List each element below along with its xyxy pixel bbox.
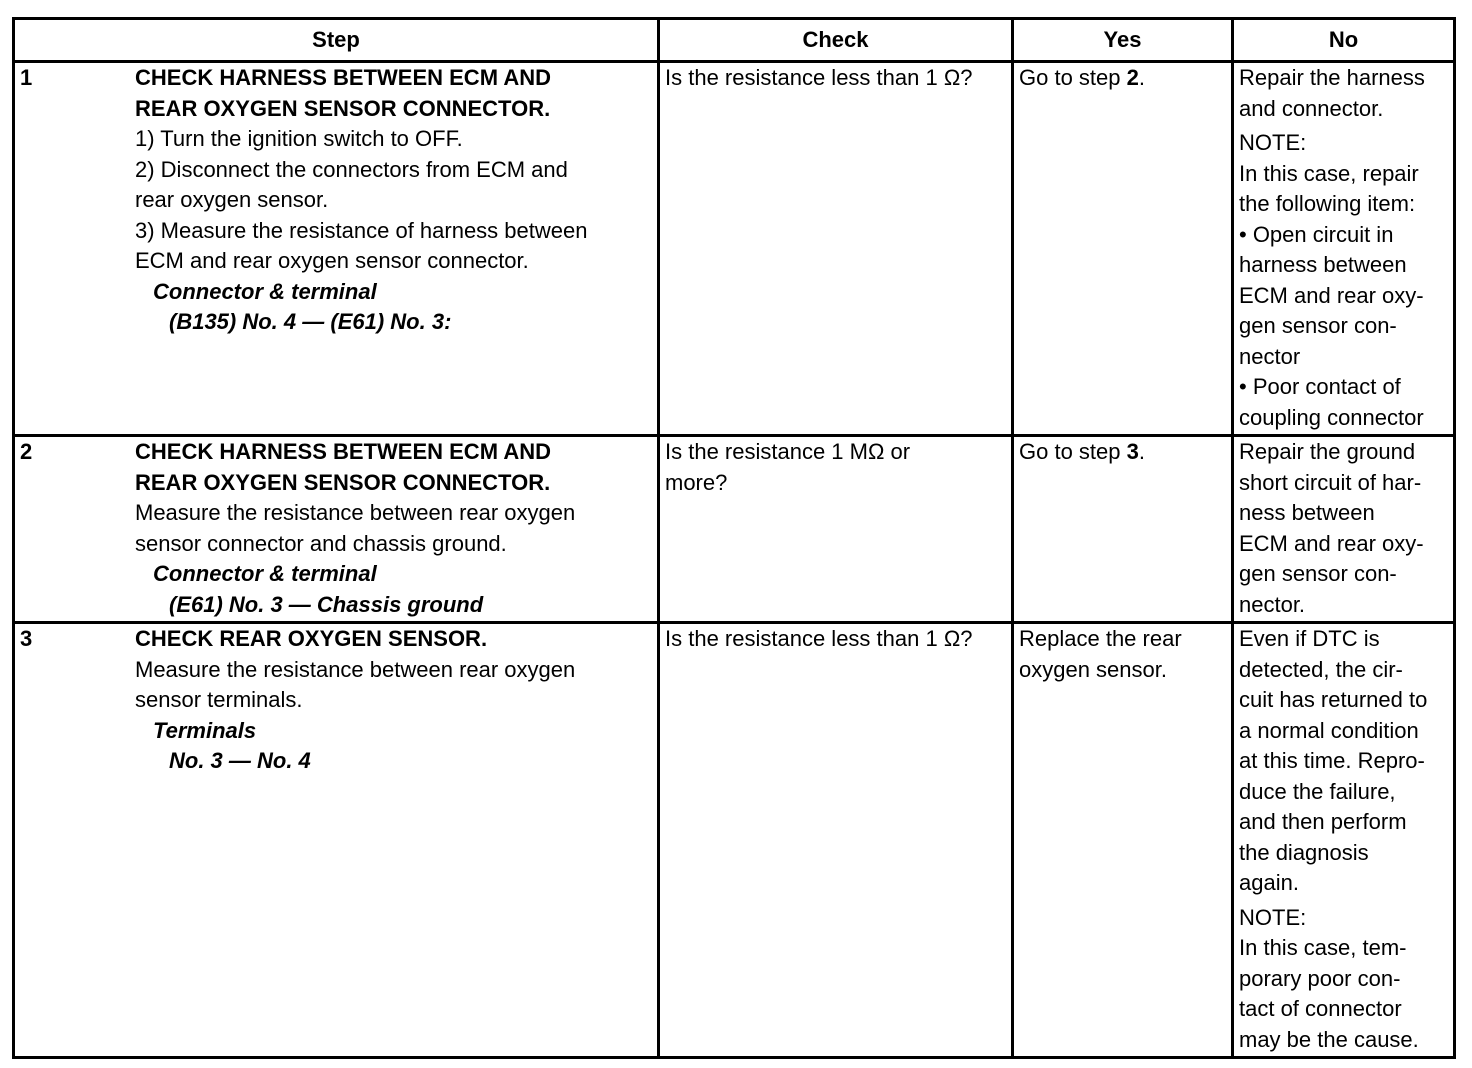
step-number: 3 [20, 626, 33, 651]
step-cell [14, 62, 659, 436]
no-cell [1233, 62, 1455, 436]
check-cell [659, 623, 1013, 1058]
table-row [14, 436, 1455, 623]
step-line: Measure the resistance between rear oxygen [135, 656, 576, 682]
no-line: gen sensor con- [1239, 561, 1397, 586]
step-line: 3) Measure the resistance of harness between [135, 217, 588, 243]
check-text: Is the resistance less than 1 Ω? [665, 65, 973, 90]
note-label: NOTE: [1239, 130, 1307, 155]
note-line: may be the cause. [1239, 1026, 1419, 1052]
no-cell [1233, 623, 1455, 1058]
step-title: REAR OXYGEN SENSOR CONNECTOR. [135, 469, 551, 495]
note-line: ECM and rear oxy- [1239, 282, 1424, 308]
yes-cell [1013, 623, 1233, 1058]
check-text: Is the resistance less than 1 Ω? [665, 626, 973, 651]
step-cell [14, 436, 659, 623]
step-title: CHECK HARNESS BETWEEN ECM AND [135, 65, 551, 90]
yes-step-ref: 3 [1126, 439, 1139, 464]
step-number: 2 [20, 439, 33, 464]
step-title: CHECK REAR OXYGEN SENSOR. [135, 626, 488, 651]
yes-suffix: . [1138, 439, 1145, 464]
check-line: more? [665, 469, 728, 495]
no-line: again. [1239, 870, 1299, 895]
note-line: In this case, tem- [1239, 935, 1407, 960]
yes-line: oxygen sensor. [1019, 656, 1167, 682]
note-label: NOTE: [1239, 904, 1307, 930]
yes-suffix: . [1138, 65, 1145, 90]
note-line: the following item: [1239, 191, 1416, 216]
no-line: ness between [1239, 500, 1375, 525]
yes-cell [1013, 436, 1233, 623]
step-title: CHECK HARNESS BETWEEN ECM AND [135, 439, 551, 464]
yes-cell [1013, 62, 1233, 436]
no-line: ECM and rear oxy- [1239, 530, 1424, 556]
yes-step-ref: 2 [1126, 65, 1139, 90]
note-line: coupling connector [1239, 404, 1424, 430]
yes-line: Replace the rear [1019, 626, 1182, 651]
note-line: porary poor con- [1239, 965, 1401, 991]
connector-terminal-label: Connector & terminal [153, 278, 377, 304]
step-body [135, 437, 657, 620]
no-line: Even if DTC is [1239, 626, 1380, 651]
connector-terminal-value: (B135) No. 4 — (E61) No. 3: [169, 309, 452, 334]
connector-terminal-label: Terminals [153, 717, 257, 743]
no-line: a normal condition [1239, 717, 1419, 743]
step-line: rear oxygen sensor. [135, 187, 329, 212]
note-line: In this case, repair [1239, 160, 1419, 186]
step-line: sensor terminals. [135, 687, 303, 712]
note-line: nector [1239, 343, 1301, 369]
step-line: Measure the resistance between rear oxygen [135, 500, 576, 525]
note-line: • Open circuit in [1239, 221, 1394, 247]
no-line: nector. [1239, 591, 1306, 617]
connector-terminal-value: (E61) No. 3 — Chassis ground [169, 591, 484, 617]
table-row [14, 62, 1455, 436]
no-line: Repair the ground [1239, 439, 1416, 464]
note-line: gen sensor con- [1239, 313, 1397, 338]
no-line: Repair the harness [1239, 65, 1425, 90]
step-body [135, 63, 657, 338]
no-line: cuit has returned to [1239, 687, 1428, 712]
yes-text [1019, 63, 1227, 94]
header-step: Step [14, 19, 659, 62]
step-title: REAR OXYGEN SENSOR CONNECTOR. [135, 95, 551, 121]
note-line: harness between [1239, 252, 1407, 277]
check-cell [659, 62, 1013, 436]
note-line: • Poor contact of [1239, 374, 1401, 399]
yes-prefix: Go to step [1019, 65, 1127, 90]
no-line: the diagnosis [1239, 839, 1369, 865]
table-row [14, 623, 1455, 1058]
step-line: 1) Turn the ignition switch to OFF. [135, 126, 463, 151]
step-line: 2) Disconnect the connectors from ECM and [135, 156, 568, 182]
step-cell [14, 623, 659, 1058]
connector-terminal-value: No. 3 — No. 4 [169, 748, 311, 773]
step-body [135, 624, 657, 777]
step-number: 1 [20, 65, 33, 90]
yes-text [1019, 437, 1227, 468]
connector-terminal-label: Connector & terminal [153, 561, 377, 586]
no-line: detected, the cir- [1239, 656, 1403, 682]
header-no: No [1233, 19, 1455, 62]
note-line: tact of connector [1239, 996, 1402, 1021]
header-row [14, 19, 1455, 62]
step-line: sensor connector and chassis ground. [135, 530, 507, 556]
diagnosis-table [12, 17, 1456, 1059]
step-line: ECM and rear oxygen sensor connector. [135, 248, 529, 273]
header-yes: Yes [1013, 19, 1233, 62]
no-cell [1233, 436, 1455, 623]
no-line: and then perform [1239, 809, 1407, 834]
no-line: and connector. [1239, 95, 1384, 121]
check-cell [659, 436, 1013, 623]
no-line: duce the failure, [1239, 778, 1396, 804]
no-line: at this time. Repro- [1239, 748, 1425, 773]
no-line: short circuit of har- [1239, 469, 1422, 495]
header-check: Check [659, 19, 1013, 62]
yes-prefix: Go to step [1019, 439, 1127, 464]
check-line: Is the resistance 1 MΩ or [665, 439, 911, 464]
